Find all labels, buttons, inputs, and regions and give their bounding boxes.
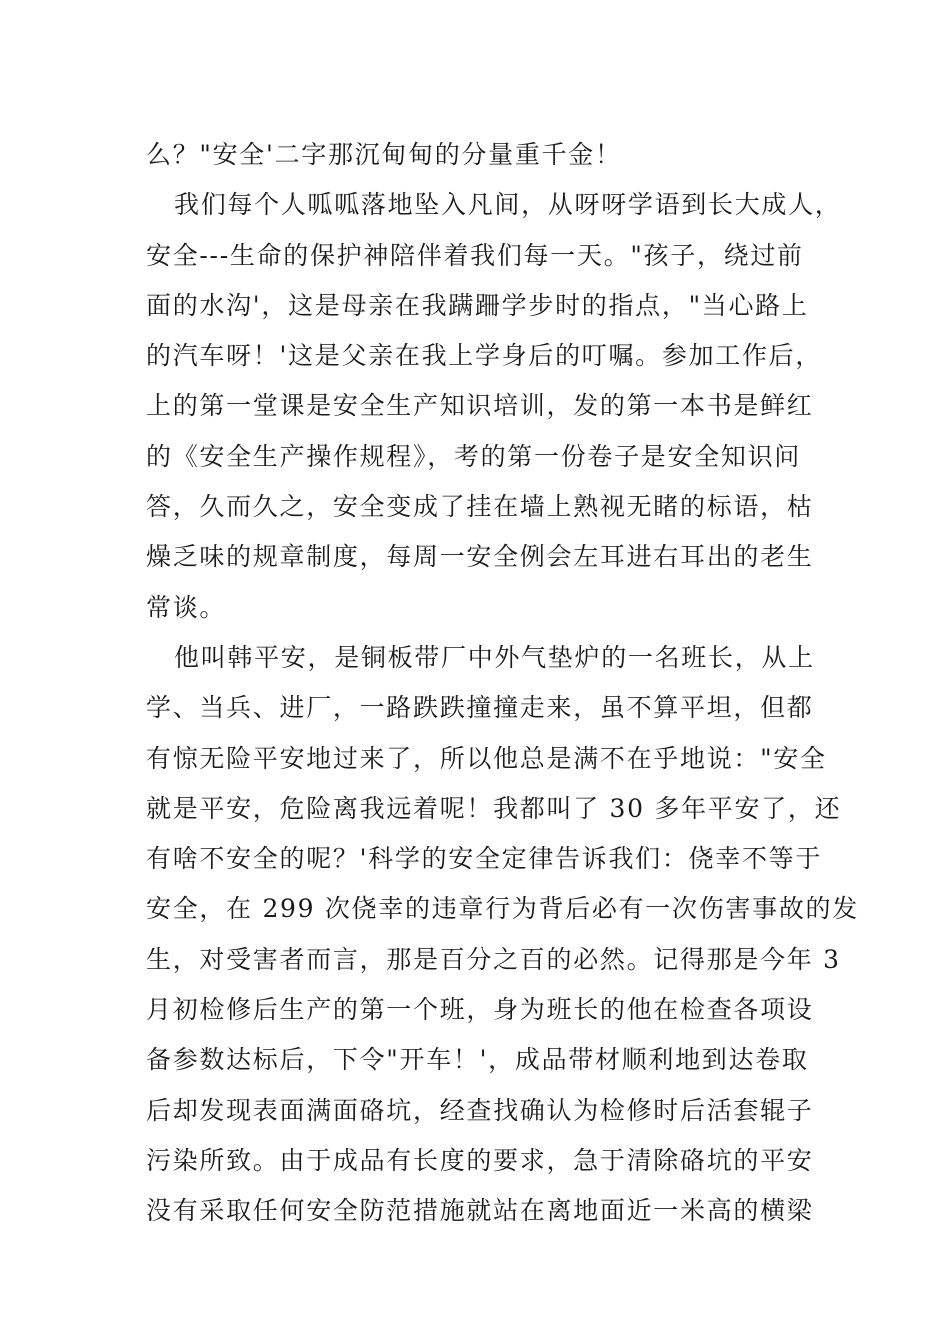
text-line: 月初检修后生产的第一个班，身为班长的他在检查各项设 xyxy=(146,995,814,1025)
text-line: 么？"安全'二字那沉甸甸的分量重千金！ xyxy=(146,140,622,169)
text-line: 燥乏味的规章制度，每周一安全例会左耳进右耳出的老生 xyxy=(146,542,814,572)
text-line: 就是平安，危险离我远着呢！我都叫了 30 多年平安了，还 xyxy=(146,793,842,823)
body-text xyxy=(146,130,859,1237)
text-line: 上的第一堂课是安全生产知识培训，发的第一本书是鲜红 xyxy=(146,391,814,421)
text-line: 没有采取任何安全防范措施就站在离地面近一米高的横梁 xyxy=(146,1196,814,1226)
text-line: 污染所致。由于成品有长度的要求，急于清除硌坑的平安 xyxy=(146,1145,814,1175)
text-line: 安全---生命的保护神陪伴着我们每一天。"孩子，绕过前 xyxy=(146,240,804,270)
paragraph-start-line: 他叫韩平安，是铜板带厂中外气垫炉的一名班长，从上 xyxy=(174,642,815,672)
text-line: 有惊无险平安地过来了，所以他总是满不在乎地说："安全 xyxy=(146,743,827,773)
text-line: 答，久而久之，安全变成了挂在墙上熟视无睹的标语，枯 xyxy=(146,492,814,522)
text-line: 面的水沟'，这是母亲在我蹒跚学步时的指点，"当心路上 xyxy=(146,290,809,320)
text-line: 的《安全生产操作规程》，考的第一份卷子是安全知识问 xyxy=(146,441,802,471)
text-line: 后却发现表面满面硌坑，经查找确认为检修时后活套辊子 xyxy=(146,1095,814,1125)
text-line: 学、当兵、进厂，一路跌跌撞撞走来，虽不算平坦，但都 xyxy=(146,693,814,723)
text-line: 有啥不安全的呢？'科学的安全定律告诉我们：侥幸不等于 xyxy=(146,844,823,874)
text-line: 常谈。 xyxy=(146,592,227,622)
text-line: 安全，在 299 次侥幸的违章行为背后必有一次伤害事故的发 xyxy=(146,894,859,924)
text-line: 的汽车呀！'这是父亲在我上学身后的叮嘱。参加工作后， xyxy=(146,341,823,371)
paragraph-start-line: 我们每个人呱呱落地坠入凡间，从呀呀学语到长大成人， xyxy=(174,190,842,220)
text-line: 生，对受害者而言，那是百分之百的必然。记得那是今年 3 xyxy=(146,944,841,974)
text-line: 备参数达标后，下令"开车！'，成品带材顺利地到达卷取 xyxy=(146,1045,809,1075)
